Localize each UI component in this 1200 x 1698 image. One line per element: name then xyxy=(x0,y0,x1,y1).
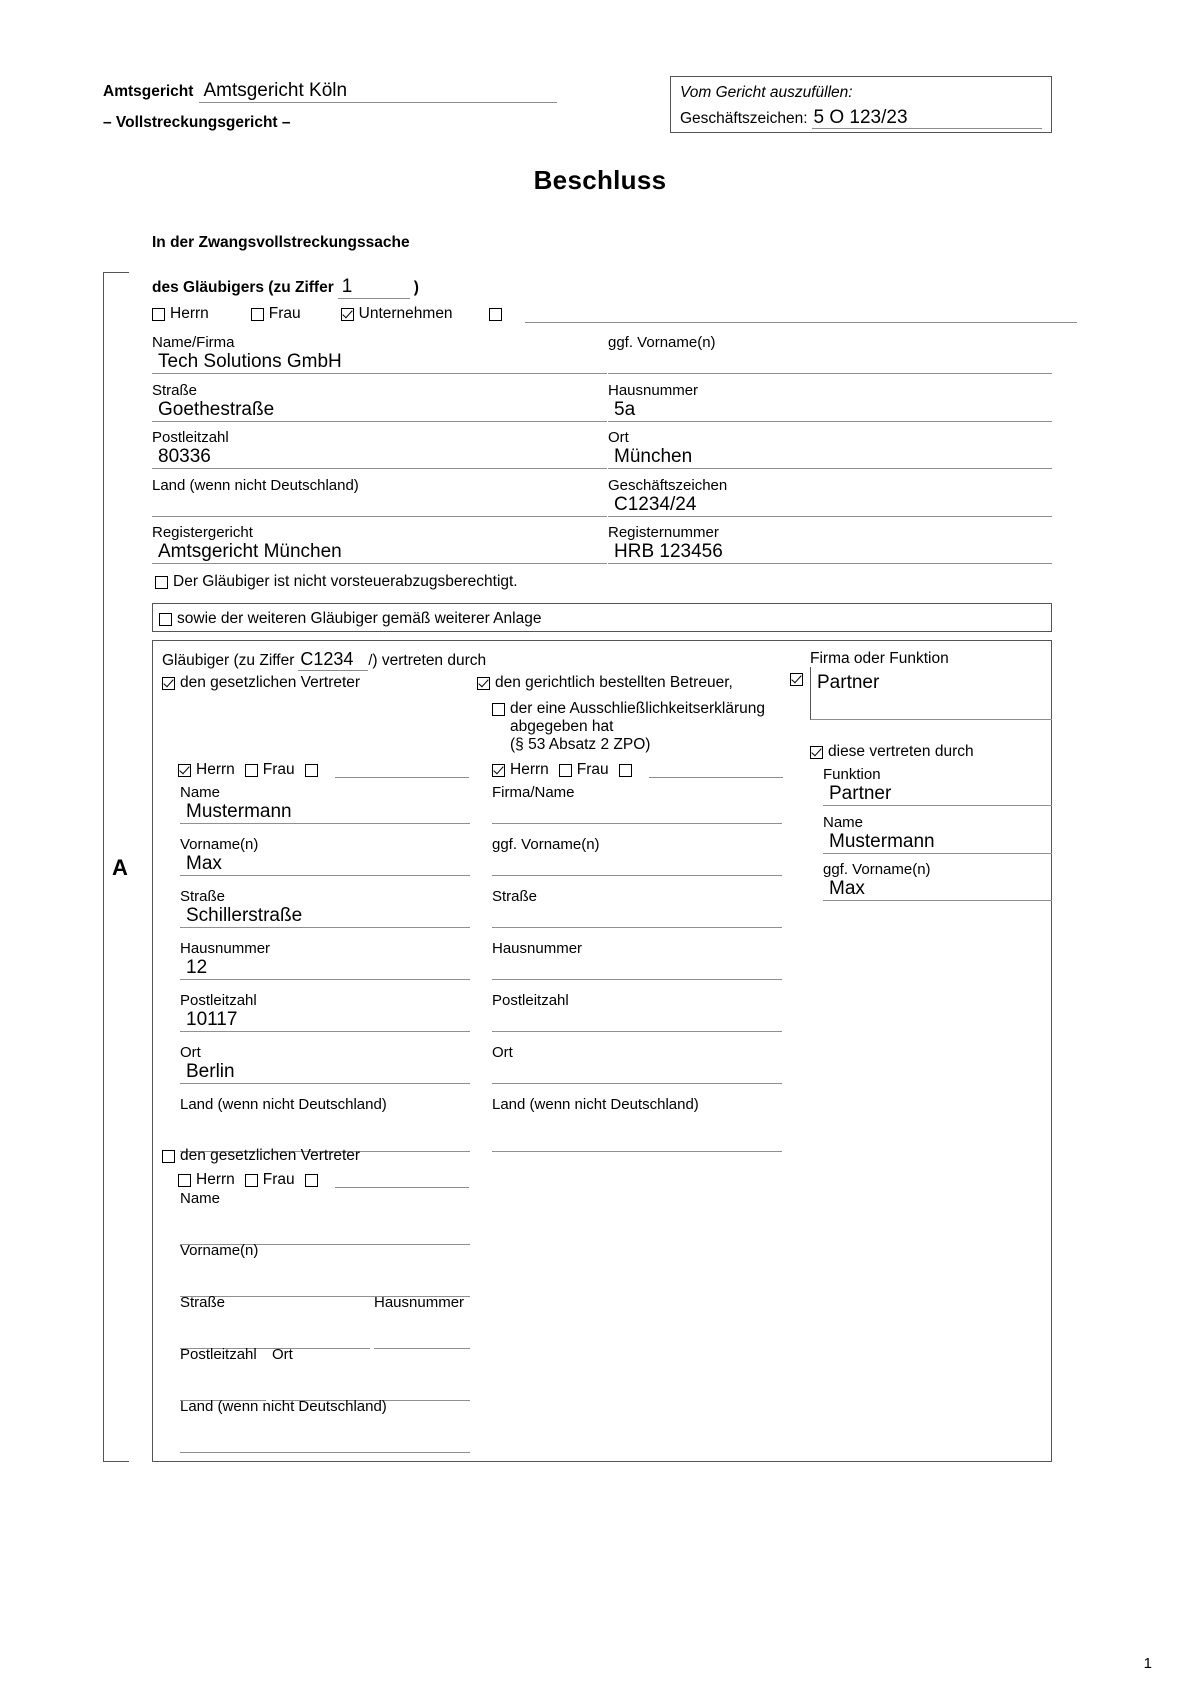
checkbox-checked-icon xyxy=(477,677,490,690)
court-header xyxy=(103,80,557,103)
creditor-heading xyxy=(152,276,419,299)
page-title: Beschluss xyxy=(533,165,667,195)
field-rep-middle-strasse-value[interactable] xyxy=(492,905,782,928)
representation-ziffer-input[interactable]: C1234 xyxy=(298,649,368,671)
field-rep-middle-strasse xyxy=(492,888,782,928)
field-rep-middle-land xyxy=(492,1096,782,1152)
field-rep-second-name-value[interactable] xyxy=(180,1207,470,1245)
checkbox-icon xyxy=(245,1174,258,1187)
firma-funktion-field[interactable] xyxy=(810,667,1052,720)
checkbox-icon xyxy=(251,308,264,321)
field-rep-middle-hausnummer-label: Hausnummer xyxy=(492,940,583,957)
creditor-salutation-herrn[interactable] xyxy=(152,305,209,323)
vertreten-durch-checkbox[interactable] xyxy=(810,743,974,761)
field-rep-left-hausnummer-value[interactable]: 12 xyxy=(180,957,470,980)
field-rep-second-vorname-value[interactable] xyxy=(180,1259,470,1297)
field-creditor-land xyxy=(152,477,607,517)
field-creditor-land-value[interactable] xyxy=(152,494,607,517)
field-registergericht xyxy=(152,524,607,564)
field-rep-second-vorname-label: Vorname(n) xyxy=(180,1242,259,1259)
rep-second-salutation-other-input[interactable] xyxy=(335,1172,469,1188)
field-rep-middle-hausnummer xyxy=(492,940,782,980)
field-creditor-ort xyxy=(608,429,1052,469)
field-name-firma-value[interactable]: Tech Solutions GmbH xyxy=(152,351,607,374)
rep-second-salutation-row xyxy=(178,1171,469,1189)
field-registergericht-value[interactable]: Amtsgericht München xyxy=(152,541,607,564)
court-value: Amtsgericht Köln xyxy=(203,80,348,101)
field-registergericht-label: Registergericht xyxy=(152,524,253,541)
field-right-vorname xyxy=(823,861,1052,901)
rep-middle-salutation-other[interactable] xyxy=(619,762,783,778)
rep-left-salutation-herrn-label: Herrn xyxy=(196,761,235,778)
representation-heading-pre: Gläubiger (zu Ziffer xyxy=(162,652,295,669)
rep-middle-sub-option[interactable] xyxy=(492,700,765,754)
field-rep-left-name-value[interactable]: Mustermann xyxy=(180,801,470,824)
creditor-heading-pre: des Gläubigers (zu Ziffer xyxy=(152,279,334,296)
court-subtitle: – Vollstreckungsgericht – xyxy=(103,114,291,131)
rep-middle-salutation-frau[interactable] xyxy=(559,761,609,779)
rep-left-salutation-other-input[interactable] xyxy=(335,762,469,778)
matter-heading: In der Zwangsvollstreckungssache xyxy=(152,234,410,251)
court-label: Amtsgericht xyxy=(103,83,194,100)
field-rep-left-land xyxy=(180,1096,470,1152)
field-rep-left-ort xyxy=(180,1044,470,1084)
field-rep-left-strasse-label: Straße xyxy=(180,888,226,905)
no-vat-deduction-checkbox[interactable] xyxy=(155,573,518,591)
vertreten-durch-label: diese vertreten durch xyxy=(828,743,974,760)
checkbox-icon xyxy=(305,764,318,777)
representation-heading-slash: / xyxy=(368,653,373,669)
case-number-label: Geschäftszeichen: xyxy=(680,110,808,127)
court-use-box xyxy=(670,76,1052,133)
representation-heading-post: ) vertreten durch xyxy=(372,652,487,669)
field-rep-middle-vorname-value[interactable] xyxy=(492,853,782,876)
field-rep-left-plz-value[interactable]: 10117 xyxy=(180,1009,470,1032)
field-rep-second-hausnummer xyxy=(374,1294,470,1349)
field-creditor-ort-value[interactable]: München xyxy=(608,446,1052,469)
field-creditor-land-label: Land (wenn nicht Deutschland) xyxy=(152,477,359,494)
field-creditor-hausnummer-label: Hausnummer xyxy=(608,382,699,399)
field-name-firma xyxy=(152,334,607,374)
rep-second-salutation-frau[interactable] xyxy=(245,1171,295,1189)
field-creditor-geschaeftszeichen xyxy=(608,477,1052,517)
field-creditor-plz-label: Postleitzahl xyxy=(152,429,229,446)
rep-middle-option-label: den gerichtlich bestellten Betreuer, xyxy=(495,674,733,691)
rep-middle-sub-option-line3: (§ 53 Absatz 2 ZPO) xyxy=(510,736,651,753)
rep-middle-option[interactable] xyxy=(477,674,733,692)
checkbox-checked-icon xyxy=(341,308,354,321)
field-rep-second-land xyxy=(180,1398,470,1453)
field-rep-left-ort-value[interactable]: Berlin xyxy=(180,1061,470,1084)
checkbox-checked-icon xyxy=(492,764,505,777)
field-rep-left-vorname-value[interactable]: Max xyxy=(180,853,470,876)
field-rep-second-land-label: Land (wenn nicht Deutschland) xyxy=(180,1398,387,1415)
field-right-vorname-label: ggf. Vorname(n) xyxy=(823,861,931,878)
field-rep-second-plz-label: Postleitzahl xyxy=(180,1346,257,1363)
field-rep-middle-land-label: Land (wenn nicht Deutschland) xyxy=(492,1096,699,1113)
rep-second-option-label: den gesetzlichen Vertreter xyxy=(180,1147,361,1164)
field-rep-second-strasse-label: Straße xyxy=(180,1294,226,1311)
field-creditor-hausnummer-value[interactable]: 5a xyxy=(608,399,1052,422)
creditor-salutation-other-input[interactable] xyxy=(525,306,1077,323)
rep-second-salutation-frau-label: Frau xyxy=(262,1171,295,1188)
checkbox-icon xyxy=(162,1150,175,1163)
checkbox-checked-icon xyxy=(810,746,823,759)
creditor-salutation-row xyxy=(152,305,1077,323)
field-rep-middle-vorname-label: ggf. Vorname(n) xyxy=(492,836,600,853)
field-rep-left-hausnummer-label: Hausnummer xyxy=(180,940,271,957)
field-rep-middle-hausnummer-value[interactable] xyxy=(492,957,782,980)
field-rep-left-strasse-value[interactable]: Schillerstraße xyxy=(180,905,470,928)
creditor-salutation-other[interactable] xyxy=(489,306,1077,323)
checkbox-checked-icon xyxy=(162,677,175,690)
rep-second-salutation-other[interactable] xyxy=(305,1172,469,1188)
rep-left-salutation-herrn[interactable] xyxy=(178,761,235,779)
field-rep-middle-plz-value[interactable] xyxy=(492,1009,782,1032)
field-rep-left-name-label: Name xyxy=(180,784,221,801)
rep-left-option[interactable] xyxy=(162,674,360,692)
field-rep-middle-ort-value[interactable] xyxy=(492,1061,782,1084)
field-right-vorname-value[interactable]: Max xyxy=(823,878,1052,901)
firma-funktion-checkbox[interactable] xyxy=(790,673,803,686)
creditor-salutation-unternehmen[interactable] xyxy=(341,305,453,323)
field-right-name xyxy=(823,814,1052,854)
field-rep-left-land-label: Land (wenn nicht Deutschland) xyxy=(180,1096,387,1113)
field-name-firma-label: Name/Firma xyxy=(152,334,235,351)
case-number-value[interactable]: 5 O 123/23 xyxy=(812,108,1042,129)
rep-middle-sub-option-line1: der eine Ausschließlichkeitserklärung xyxy=(510,700,766,717)
checkbox-icon xyxy=(305,1174,318,1187)
field-rep-second-ort-value[interactable] xyxy=(272,1363,470,1401)
field-right-name-label: Name xyxy=(823,814,864,831)
field-rep-middle-plz-label: Postleitzahl xyxy=(492,992,569,1009)
rep-left-option-label: den gesetzlichen Vertreter xyxy=(180,674,361,691)
further-creditors-box xyxy=(152,603,1052,632)
field-right-name-value[interactable]: Mustermann xyxy=(823,831,1052,854)
field-rep-left-name xyxy=(180,784,470,824)
checkbox-checked-icon xyxy=(178,764,191,777)
checkbox-icon xyxy=(159,613,172,626)
field-rep-second-plz xyxy=(180,1346,266,1401)
field-rep-second-hausnummer-label: Hausnummer xyxy=(374,1294,465,1311)
court-use-note: Vom Gericht auszufüllen: xyxy=(680,84,853,101)
field-creditor-strasse-label: Straße xyxy=(152,382,198,399)
checkbox-icon xyxy=(152,308,165,321)
field-rep-middle-name xyxy=(492,784,782,824)
field-rep-middle-plz xyxy=(492,992,782,1032)
firma-funktion-value: Partner xyxy=(817,672,880,693)
checkbox-icon xyxy=(489,308,502,321)
field-rep-left-strasse xyxy=(180,888,470,928)
checkbox-icon xyxy=(559,764,572,777)
field-creditor-strasse-value[interactable]: Goethestraße xyxy=(152,399,607,422)
no-vat-deduction-label: Der Gläubiger ist nicht vorsteuerabzugsberechtigt. xyxy=(173,573,518,590)
rep-left-salutation-frau[interactable] xyxy=(245,761,295,779)
field-rep-second-name xyxy=(180,1190,470,1245)
further-creditors-checkbox[interactable] xyxy=(153,604,1051,628)
creditor-ziffer-input[interactable]: 1 xyxy=(338,276,410,299)
representation-heading xyxy=(162,649,486,671)
field-rep-second-name-label: Name xyxy=(180,1190,221,1207)
checkbox-icon xyxy=(245,764,258,777)
rep-left-salutation-other[interactable] xyxy=(305,762,469,778)
further-creditors-label: sowie der weiteren Gläubiger gemäß weiterer Anlage xyxy=(177,610,542,627)
rep-second-salutation-herrn[interactable] xyxy=(178,1171,235,1189)
creditor-salutation-herrn-label: Herrn xyxy=(170,305,209,322)
field-creditor-plz-value[interactable]: 80336 xyxy=(152,446,607,469)
field-right-funktion-label: Funktion xyxy=(823,766,881,783)
rep-middle-salutation-herrn[interactable] xyxy=(492,761,549,779)
field-rep-second-ort xyxy=(272,1346,470,1401)
field-rep-second-land-value[interactable] xyxy=(180,1415,470,1453)
field-rep-middle-name-value[interactable] xyxy=(492,801,782,824)
rep-middle-salutation-row xyxy=(492,761,783,779)
field-creditor-vorname-label: ggf. Vorname(n) xyxy=(608,334,716,351)
creditor-salutation-unternehmen-label: Unternehmen xyxy=(358,305,453,322)
rep-middle-salutation-other-input[interactable] xyxy=(649,762,783,778)
rep-second-salutation-herrn-label: Herrn xyxy=(196,1171,235,1188)
creditor-salutation-frau[interactable] xyxy=(251,305,301,323)
field-creditor-vorname-value[interactable] xyxy=(608,351,1052,374)
rep-second-option[interactable] xyxy=(162,1147,360,1165)
rep-left-salutation-frau-label: Frau xyxy=(262,761,295,778)
checkbox-icon xyxy=(178,1174,191,1187)
field-creditor-strasse xyxy=(152,382,607,422)
rep-left-salutation-row xyxy=(178,761,469,779)
field-right-funktion-value[interactable]: Partner xyxy=(823,783,1052,806)
page-number: 1 xyxy=(1143,1655,1152,1672)
field-rep-second-plz-value[interactable] xyxy=(180,1363,266,1401)
field-rep-middle-land-value[interactable] xyxy=(492,1113,782,1152)
field-rep-middle-ort xyxy=(492,1044,782,1084)
field-rep-left-hausnummer xyxy=(180,940,470,980)
field-creditor-plz xyxy=(152,429,607,469)
field-rep-middle-ort-label: Ort xyxy=(492,1044,513,1061)
field-rep-second-strasse-value[interactable] xyxy=(180,1311,370,1349)
field-registernummer-label: Registernummer xyxy=(608,524,719,541)
rep-middle-sub-option-line2: abgegeben hat xyxy=(510,718,614,735)
field-rep-left-plz-label: Postleitzahl xyxy=(180,992,257,1009)
checkbox-icon xyxy=(492,703,505,716)
field-rep-middle-name-label: Firma/Name xyxy=(492,784,575,801)
field-rep-second-strasse xyxy=(180,1294,370,1349)
creditor-salutation-frau-label: Frau xyxy=(268,305,301,322)
field-creditor-vorname xyxy=(608,334,1052,374)
field-rep-second-vorname xyxy=(180,1242,470,1297)
field-rep-middle-strasse-label: Straße xyxy=(492,888,538,905)
field-rep-second-ort-label: Ort xyxy=(272,1346,293,1363)
field-rep-left-ort-label: Ort xyxy=(180,1044,201,1061)
field-creditor-geschaeftszeichen-label: Geschäftszeichen xyxy=(608,477,728,494)
checkbox-icon xyxy=(155,576,168,589)
checkbox-icon xyxy=(619,764,632,777)
field-creditor-hausnummer xyxy=(608,382,1052,422)
field-registernummer xyxy=(608,524,1052,564)
field-right-funktion xyxy=(823,766,1052,806)
field-rep-left-plz xyxy=(180,992,470,1032)
court-input-line[interactable] xyxy=(199,80,557,103)
rep-middle-salutation-herrn-label: Herrn xyxy=(510,761,549,778)
field-rep-left-vorname xyxy=(180,836,470,876)
rep-middle-salutation-frau-label: Frau xyxy=(576,761,609,778)
field-creditor-geschaeftszeichen-value[interactable]: C1234/24 xyxy=(608,494,1052,517)
field-creditor-ort-label: Ort xyxy=(608,429,629,446)
creditor-heading-post: ) xyxy=(413,279,419,296)
field-registernummer-value[interactable]: HRB 123456 xyxy=(608,541,1052,564)
firma-funktion-label: Firma oder Funktion xyxy=(810,650,949,667)
field-rep-second-hausnummer-value[interactable] xyxy=(374,1311,470,1349)
section-a-letter: A xyxy=(112,855,128,880)
field-rep-middle-vorname xyxy=(492,836,782,876)
field-rep-left-vorname-label: Vorname(n) xyxy=(180,836,259,853)
